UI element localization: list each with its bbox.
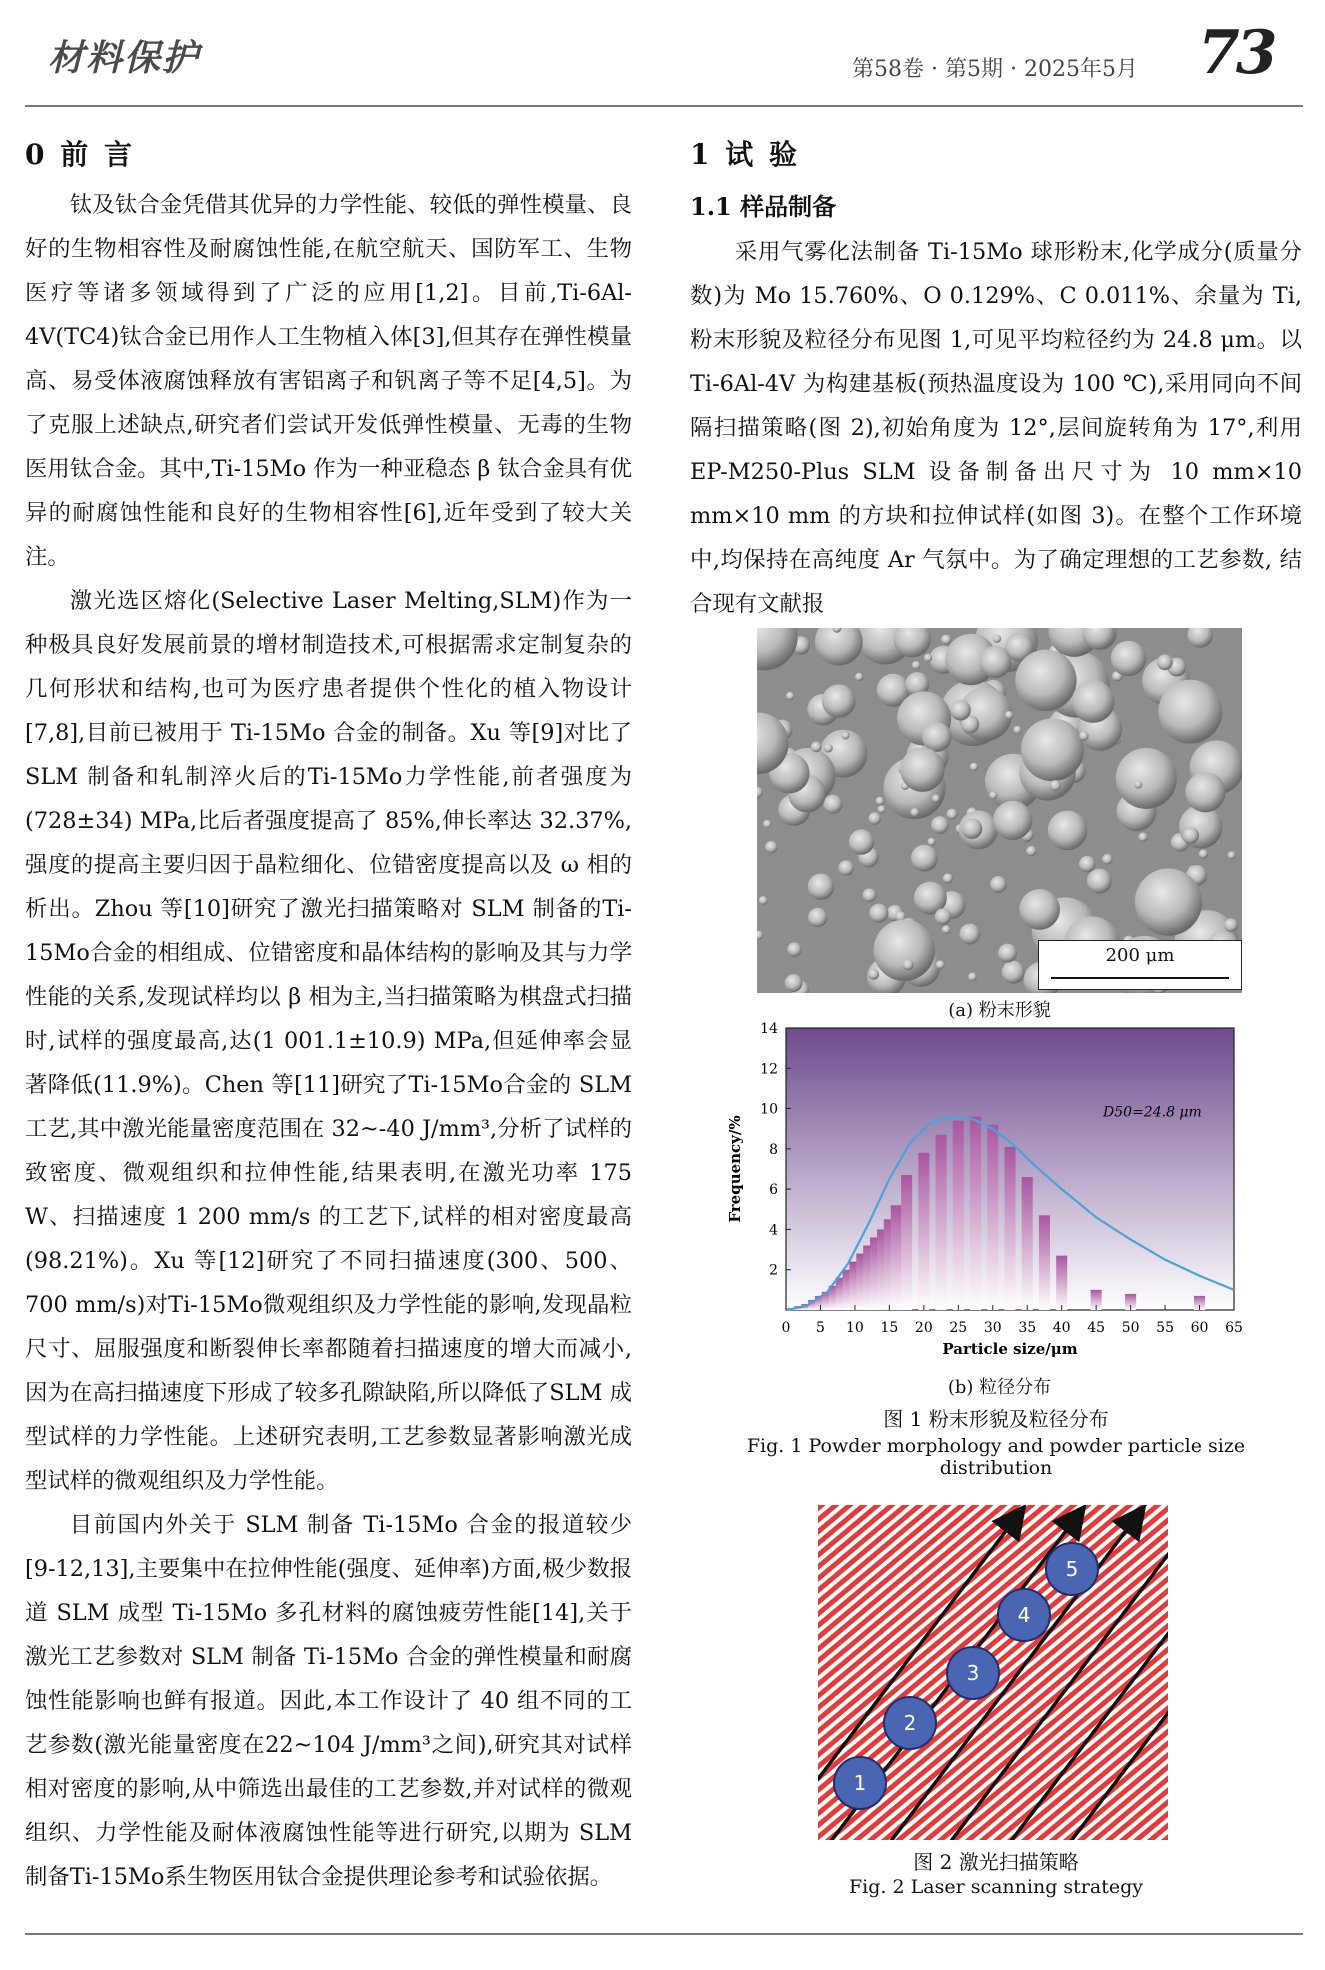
powder-particle bbox=[968, 973, 977, 982]
powder-particle bbox=[910, 808, 919, 817]
powder-particle bbox=[970, 763, 978, 771]
chart-bar bbox=[1056, 1256, 1067, 1310]
powder-particle bbox=[935, 908, 952, 925]
chart-bar bbox=[1004, 1147, 1015, 1310]
journal-logo: 材料保护 bbox=[48, 37, 201, 79]
powder-particle bbox=[1138, 832, 1147, 841]
powder-particle bbox=[808, 874, 834, 900]
figure1b-label: (b) 粒径分布 bbox=[947, 1377, 1052, 1398]
powder-particle bbox=[911, 845, 938, 872]
intro-paragraph-2: 激光选区熔化(Selective Laser Melting,SLM)作为一种极具良好发展前景的增材制造技术,可根据需求定制复杂的几何形状和结构,也可为医疗患者提供个性化的植入物设计[7,8],目前已被用于 Ti-15Mo 合金的制备。Xu 等[9]对比了 SLM 制备和轧制淬火后的Ti-15Mo力学性能,前者强度为(728±34) MPa,比后者强度提高了 85%,伸长率达 32.37%,强度的提高主要归因于晶粒细化、位错密度提高以及 ω 相的析出。Zhou 等[10]研究了激光扫描策略对 SLM 制备的Ti-15Mo合金的相组成、位错密度和晶体结构的影响及其与力学性能的关系,发现试样均以 β 相为主,当扫描策略为棋盘式扫描时,试样的强度最高,达(1 001.1±10.9) MPa,但延伸率会显著降低(11.9%)。Chen 等[11]研究了Ti-15Mo合金的 SLM 工艺,其中激光能量密度范围在 32~-40 J/mm³,分析了试样的致密度、微观组织和拉伸性能,结果表明,在激光功率 175 W、扫描速度 1 200 mm/s 的工艺下,试样的相对密度最高(98.21%)。Xu 等[12]研究了不同扫描速度(300、500、700 mm/s)对Ti-15Mo微观组织及力学性能的影响,发现晶粒尺寸、屈服强度和断裂伸长率都随着扫描速度的增大而减小,因为在高扫描速度下形成了较多孔隙缺陷,所以降低了SLM 成型试样的力学性能。上述研究表明,工艺参数显著影响激光成型试样的微观组织及力学性能。 bbox=[25, 588, 632, 1494]
powder-particle bbox=[959, 924, 980, 945]
experiment-paragraph: 采用气雾化法制备 Ti-15Mo 球形粉末,化学成分(质量分数)为 Mo 15.760%、O 0.129%、C 0.011%、余量为 Ti,粉末形貌及粒径分布见图 1,可见平均粒径约为 24.8 μm。以 Ti-6Al-4V 为构建基板(预热温度设为 100 ℃),采用同向不间隔扫描策略(图 2),初始角度为 12°,层间旋转角为 17°,利用 EP-M250-Plus SLM 设备制备出尺寸为 10 mm×10 mm×10 mm 的方块和拉伸试样(如图 3)。在整个工作环境中,均保持在高纯度 Ar 气氛中。为了确定理想的工艺参数, 结合现有文献报 bbox=[690, 239, 1302, 617]
powder-particle bbox=[993, 635, 1001, 643]
powder-particle bbox=[868, 812, 881, 825]
chart-y-tick-label: 14 bbox=[760, 1021, 778, 1037]
powder-particle bbox=[855, 673, 863, 681]
powder-particle bbox=[838, 860, 854, 876]
powder-particle bbox=[1182, 827, 1199, 844]
powder-particle bbox=[1079, 856, 1096, 873]
powder-particle bbox=[1185, 772, 1225, 812]
powder-particle bbox=[811, 741, 822, 752]
chart-x-tick-label: 0 bbox=[781, 1320, 791, 1336]
powder-particle bbox=[924, 654, 932, 662]
powder-particle bbox=[765, 841, 777, 853]
chart-x-tick-label: 10 bbox=[846, 1320, 864, 1336]
powder-particle bbox=[877, 805, 885, 813]
scan-step-label: 1 bbox=[853, 1771, 867, 1795]
powder-particle bbox=[1116, 748, 1177, 809]
powder-particle bbox=[815, 628, 863, 666]
powder-particle bbox=[1134, 781, 1142, 789]
powder-particle bbox=[1005, 711, 1013, 719]
powder-particle bbox=[922, 722, 952, 752]
powder-particle bbox=[824, 744, 833, 753]
powder-particle bbox=[900, 747, 944, 791]
chart-bar bbox=[918, 1153, 929, 1310]
powder-particle bbox=[927, 838, 935, 846]
powder-particle bbox=[1158, 680, 1222, 744]
chart-d50-annotation: D50=24.8 μm bbox=[1103, 1104, 1202, 1121]
powder-particle bbox=[990, 876, 1007, 893]
powder-particle bbox=[1111, 641, 1146, 676]
footer-rule bbox=[25, 1933, 1303, 1935]
chart-x-tick-label: 5 bbox=[816, 1320, 825, 1336]
powder-particle bbox=[979, 646, 1011, 678]
powder-particle bbox=[1019, 889, 1060, 930]
powder-particle bbox=[931, 816, 949, 834]
figure1a-label: (a) 粉末形貌 bbox=[948, 1000, 1051, 1021]
powder-particle bbox=[950, 700, 971, 721]
powder-particle bbox=[1013, 726, 1021, 734]
chart-x-tick-label: 20 bbox=[914, 1320, 933, 1336]
scan-step-label: 2 bbox=[903, 1711, 917, 1735]
powder-particle bbox=[1224, 918, 1238, 932]
powder-particle bbox=[757, 931, 763, 940]
scan-step-label: 4 bbox=[1017, 1603, 1031, 1627]
scale-bar-label: 200 μm bbox=[1105, 945, 1175, 966]
powder-particle bbox=[849, 829, 874, 854]
powder-particle bbox=[993, 801, 1032, 840]
chart-y-tick-label: 2 bbox=[769, 1262, 778, 1279]
scan-step-label: 5 bbox=[1065, 1557, 1079, 1581]
chart-bar bbox=[901, 1175, 912, 1310]
chart-x-tick-label: 25 bbox=[949, 1320, 968, 1336]
powder-particle bbox=[1079, 731, 1088, 740]
chart-x-axis-label: Particle size/μm bbox=[942, 1340, 1078, 1358]
chart-x-tick-label: 40 bbox=[1052, 1320, 1071, 1336]
powder-particle bbox=[1050, 780, 1061, 791]
chart-x-tick-label: 30 bbox=[983, 1320, 1002, 1336]
powder-particle bbox=[1157, 654, 1173, 670]
figure2-caption-cn: 图 2 激光扫描策略 bbox=[913, 1850, 1079, 1874]
powder-particle bbox=[942, 925, 951, 934]
powder-particle bbox=[786, 692, 794, 700]
powder-particle bbox=[759, 896, 768, 905]
powder-particle bbox=[1002, 961, 1025, 984]
chart-y-tick-label: 12 bbox=[760, 1061, 778, 1078]
powder-particle bbox=[1087, 869, 1112, 894]
chart-y-tick-label: 6 bbox=[769, 1182, 778, 1199]
powder-sem-image bbox=[757, 628, 1242, 993]
section-heading-experiment: 1 试 验 bbox=[690, 138, 800, 171]
figure1-caption-en: Fig. 1 Powder morphology and powder particle size distribution bbox=[746, 1435, 1246, 1479]
figure2-caption-en: Fig. 2 Laser scanning strategy bbox=[849, 1876, 1143, 1898]
powder-particle bbox=[823, 795, 842, 814]
powder-particle bbox=[869, 904, 888, 923]
section-heading-intro: 0 前 言 bbox=[25, 138, 135, 171]
chart-x-tick-label: 45 bbox=[1087, 1320, 1106, 1336]
chart-x-tick-label: 65 bbox=[1225, 1320, 1243, 1336]
left-column bbox=[25, 125, 632, 1899]
powder-particle bbox=[932, 794, 940, 802]
chart-y-tick-label: 4 bbox=[769, 1222, 778, 1239]
powder-particle bbox=[785, 974, 803, 992]
scan-step-label: 3 bbox=[966, 1661, 980, 1685]
powder-particle bbox=[1187, 628, 1212, 648]
powder-particle bbox=[903, 959, 914, 970]
powder-particle bbox=[961, 818, 982, 839]
powder-particle bbox=[989, 791, 997, 799]
chart-bar bbox=[936, 1135, 947, 1310]
powder-particle bbox=[1072, 680, 1115, 723]
powder-particle bbox=[943, 873, 953, 883]
powder-particle bbox=[808, 908, 827, 927]
chart-y-tick-label: 10 bbox=[760, 1101, 778, 1118]
powder-particle bbox=[1102, 854, 1113, 865]
chart-x-tick-label: 55 bbox=[1156, 1320, 1174, 1336]
powder-particle bbox=[1048, 811, 1088, 851]
chart-bar bbox=[953, 1121, 964, 1310]
figure1-caption-cn: 图 1 粉末形貌及粒径分布 bbox=[883, 1407, 1109, 1431]
chart-bar bbox=[891, 1205, 902, 1310]
chart-x-tick-label: 15 bbox=[880, 1320, 899, 1336]
powder-particle bbox=[842, 731, 850, 739]
powder-particle bbox=[863, 888, 877, 902]
page-number: 73 bbox=[1198, 18, 1274, 88]
chart-y-axis-label: Frequency/% bbox=[726, 1115, 744, 1223]
powder-particle bbox=[1135, 868, 1202, 935]
particle-size-chart bbox=[700, 1010, 1260, 1370]
powder-particle bbox=[1228, 851, 1236, 859]
header-rule bbox=[25, 105, 1303, 107]
powder-particle bbox=[763, 820, 771, 828]
chart-y-tick-label: 8 bbox=[769, 1141, 778, 1158]
chart-bar bbox=[970, 1117, 981, 1310]
sem-particles bbox=[757, 628, 1242, 993]
powder-particle bbox=[1015, 650, 1076, 711]
subsection-heading: 1.1 样品制备 bbox=[690, 192, 837, 221]
powder-particle bbox=[757, 628, 798, 670]
powder-particle bbox=[757, 787, 763, 799]
intro-paragraph-3: 目前国内外关于 SLM 制备 Ti-15Mo 合金的报道较少[9-12,13],主要集中在拉伸性能(强度、延伸率)方面,极少数报道 SLM 成型 Ti-15Mo 多孔材料的腐蚀疲劳性能[14],关于激光工艺参数对 SLM 制备 Ti-15Mo 合金的弹性模量和耐腐蚀性能影响也鲜有报道。因此,本工作设计了 40 组不同的工艺参数(激光能量密度在22~104 J/mm³之间),研究其对试样相对密度的影响,从中筛选出最佳的工艺参数,并对试样的微观组织、力学性能及耐体液腐蚀性能等进行研究,以期为 SLM 制备Ti-15Mo系生物医用钛合金提供理论参考和试验依据。 bbox=[25, 1512, 632, 1890]
powder-particle bbox=[912, 661, 920, 669]
powder-particle bbox=[822, 684, 855, 717]
powder-particle bbox=[998, 944, 1017, 963]
powder-particle bbox=[936, 960, 945, 969]
powder-particle bbox=[1026, 846, 1036, 856]
intro-paragraph-1: 钛及钛合金凭借其优异的力学性能、较低的弹性模量、良好的生物相容性及耐腐蚀性能,在航空航天、国防军工、生物医疗等诸多领域得到了广泛的应用[1,2]。目前,Ti-6Al-4V(TC4)钛合金已用作人工生物植入体[3],但其存在弹性模量高、易受体液腐蚀释放有害铝离子和钒离子等不足[4,5]。为了克服上述缺点,研究者们尝试开发低弹性模量、无毒的生物医用钛合金。其中,Ti-15Mo 作为一种亚稳态 β 钛合金具有优异的耐腐蚀性能和良好的生物相容性[6],近年受到了较大关注。 bbox=[25, 192, 632, 570]
chart-bar bbox=[1039, 1215, 1050, 1310]
powder-particle bbox=[947, 809, 958, 820]
chart-bar bbox=[1022, 1177, 1033, 1310]
powder-particle bbox=[941, 635, 951, 645]
powder-particle bbox=[868, 969, 879, 980]
scale-bar-line bbox=[1051, 977, 1229, 979]
laser-scan-diagram bbox=[818, 1505, 1168, 1840]
chart-x-tick-label: 35 bbox=[1018, 1320, 1037, 1336]
powder-particle bbox=[876, 797, 885, 806]
chart-x-tick-label: 50 bbox=[1121, 1320, 1140, 1336]
scale-bar bbox=[1038, 940, 1242, 990]
powder-particle bbox=[1021, 718, 1084, 781]
chart-bar bbox=[987, 1125, 998, 1310]
powder-particle bbox=[873, 920, 935, 982]
powder-particle bbox=[1199, 849, 1208, 858]
issue-info: 第58卷 · 第5期 · 2025年5月 bbox=[852, 57, 1138, 82]
right-column bbox=[690, 125, 1302, 626]
chart-x-tick-label: 60 bbox=[1190, 1320, 1209, 1336]
powder-particle bbox=[787, 942, 801, 956]
